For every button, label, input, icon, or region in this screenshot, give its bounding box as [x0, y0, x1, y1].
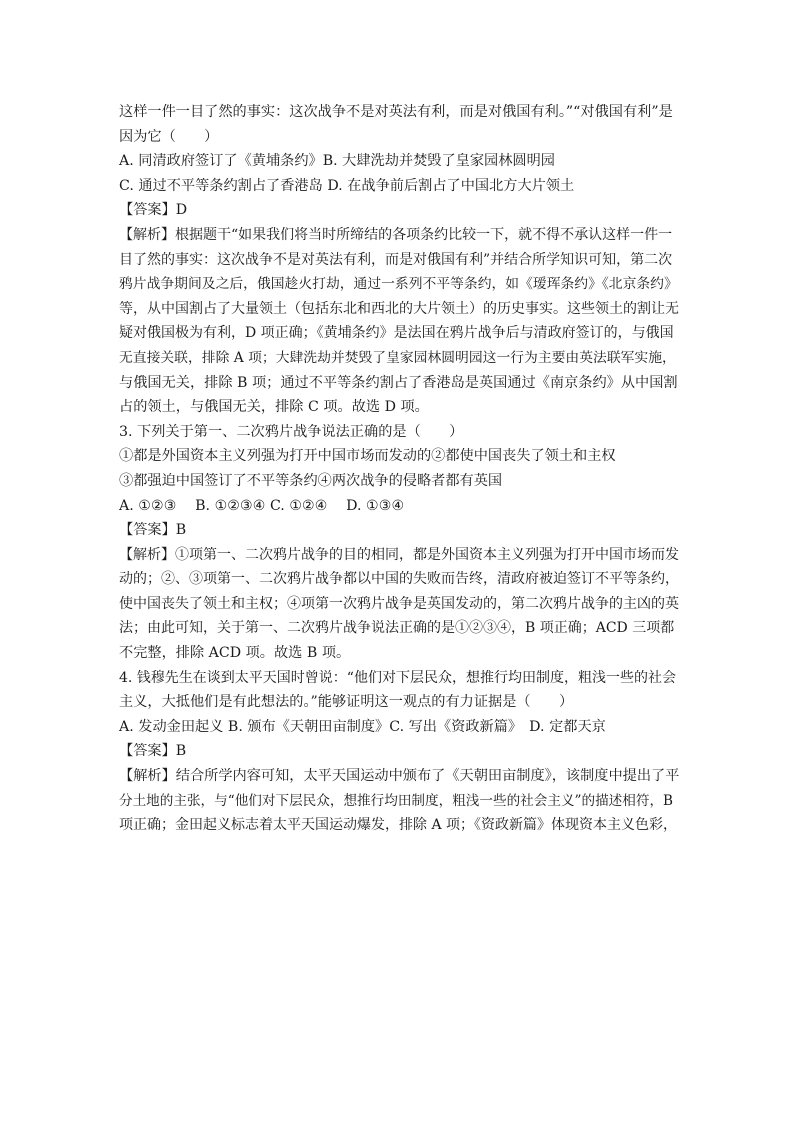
option-line: C. 通过不平等条约割占了香港岛 D. 在战争前后割占了中国北方大片领土 — [119, 177, 575, 194]
analysis-line: 鸦片战争期间及之后，俄国趁火打劫，通过一系列不平等条约，如《瑷珲条约》《北京条约》 — [119, 276, 678, 293]
option-line: A. ①②③ B. ①②③④ C. ①②④ D. ①③④ — [119, 497, 405, 514]
analysis-line: 【解析】根据题干“如果我们将当时所缔结的各项条约比较一下，就不得不承认这样一件一 — [119, 226, 673, 243]
answer-label: 【答案】B — [119, 522, 187, 539]
analysis-line: 疑对俄国极为有利，D 项正确；《黄埔条约》是法国在鸦片战争后与清政府签订的，与俄国 — [119, 325, 674, 342]
analysis-line: 与俄国无关，排除 B 项；通过不平等条约割占了香港岛是英国通过《南京条约》从中国割 — [119, 374, 678, 391]
answer-label: 【答案】D — [119, 202, 188, 219]
analysis-line: 分土地的主张，与“他们对下层民众，想推行均田制度，粗浅一些的社会主义”的描述相符，B — [119, 792, 674, 809]
text-line: 主义，大抵他们是有此想法的。”能够证明这一观点的有力证据是（ ） — [119, 694, 574, 711]
text-line: 这样一件一目了然的事实：这次战争不是对英法有利，而是对俄国有利。”“对俄国有利”是 — [119, 104, 673, 120]
question-3: 3. 下列关于第一、二次鸦片战争说法正确的是（ ） — [119, 423, 464, 440]
analysis-line: 【解析】结合所学内容可知，太平天国运动中颁布了《天朝田亩制度》，该制度中提出了平 — [119, 768, 680, 785]
analysis-line: 项正确；金田起义标志着太平天国运动爆发，排除 A 项；《资政新篇》体现资本主义色彩， — [119, 817, 678, 834]
statement-line: ①都是外国资本主义列强为打开中国市场而发动的②都使中国丧失了领土和主权 — [119, 448, 616, 465]
analysis-line: 【解析】①项第一、二次鸦片战争的目的相同，都是外国资本主义列强为打开中国市场而发 — [119, 546, 679, 563]
analysis-line: 使中国丧失了领土和主权；④项第一次鸦片战争是英国发动的，第二次鸦片战争的主凶的英 — [119, 595, 679, 612]
text-line: 因为它（ ） — [119, 128, 219, 145]
answer-label: 【答案】B — [119, 743, 187, 760]
option-line: A. 同清政府签订了《黄埔条约》B. 大肆洗劫并焚毁了皇家园林圆明园 — [119, 153, 555, 170]
question-4: 4. 钱穆先生在谈到太平天国时曾说：“他们对下层民众，想推行均田制度，粗浅一些的社会 — [119, 669, 676, 686]
analysis-line: 目了然的事实：这次战争不是对英法有利，而是对俄国有利”并结合所学知识可知，第二次 — [119, 251, 673, 268]
analysis-line: 不完整，排除 ACD 项。故选 B 项。 — [119, 645, 351, 662]
analysis-line: 无直接关联，排除 A 项；大肆洗劫并焚毁了皇家园林圆明园这一行为主要由英法联军实施， — [119, 349, 676, 366]
document-body — [119, 100, 679, 838]
analysis-line: 法；由此可知，关于第一、二次鸦片战争说法正确的是①②③④，B 项正确；ACD 三项都 — [119, 620, 675, 637]
statement-line: ③都强迫中国签订了不平等条约④两次战争的侵略者都有英国 — [119, 472, 503, 489]
analysis-line: 占的领土，与俄国无关，排除 C 项。故选 D 项。 — [119, 399, 429, 416]
analysis-line: 等，从中国割占了大量领土（包括东北和西北的大片领土）的历史事实。这些领土的割让无 — [119, 300, 679, 317]
analysis-line: 动的；②、③项第一、二次鸦片战争都以中国的失败而告终，清政府被迫签订不平等条约， — [119, 571, 679, 588]
option-line: A. 发动金田起义 B. 颁布《天朝田亩制度》C. 写出《资政新篇》 D. 定都天京 — [119, 718, 606, 735]
